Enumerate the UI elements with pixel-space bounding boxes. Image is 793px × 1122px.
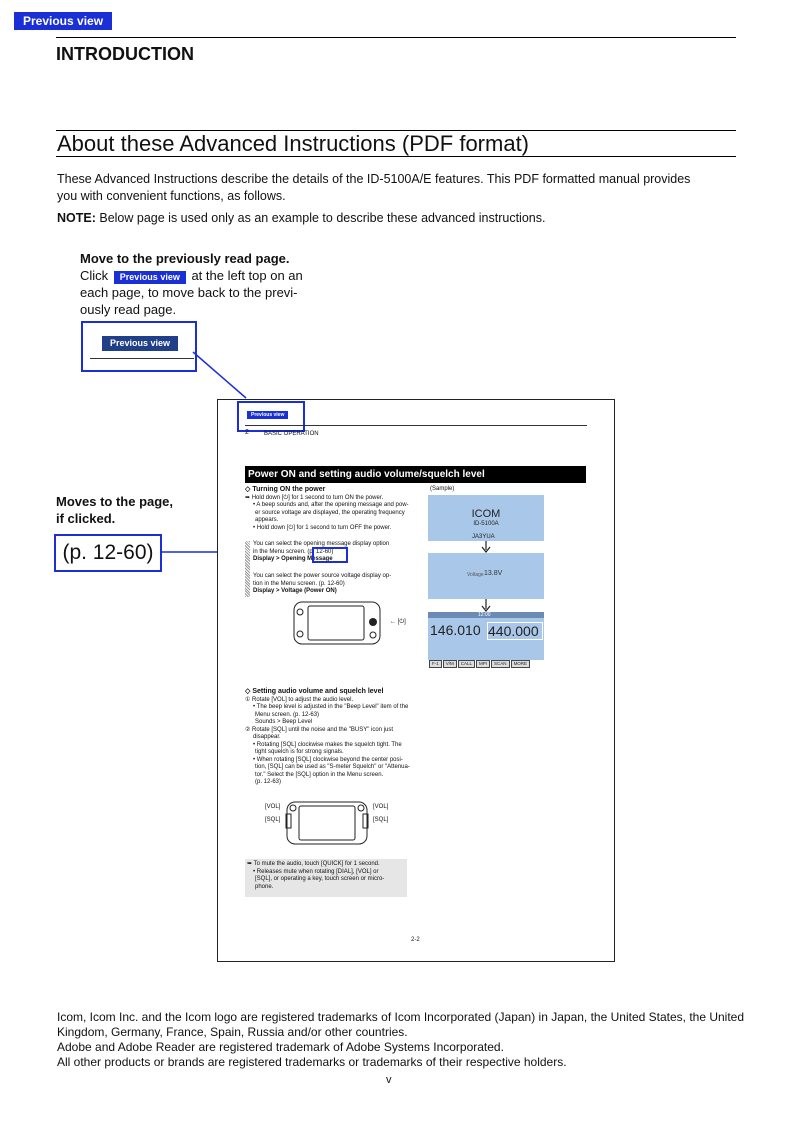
sample-note-marker — [245, 541, 250, 597]
prev-callout-title: Move to the previously read page. — [80, 251, 290, 266]
sample-audio-section: ◇ Setting audio volume and squelch level ① Rotate [VOL] to adjust the audio level. • The beep level is adjusted in the "Beep Level" item of the Menu screen. (p. 12-63) Sounds > Beep Level ② Rotate [SQL] until the noise and the "BUSY" icon just disappear. • Rotating [SQL] clockwise makes the squelch tight. The tight squelch is for strong signals. • When rotating [SQL] clockwise beyond the center posi- tion, [SQL] can be used as "S-meter Squelch" or "Attenua- tor." Select the [SQL] option in the Menu screen. (p. 12-63) — [245, 688, 410, 785]
frequency-left: 146.010 — [430, 622, 481, 638]
lcd-button: CALL — [458, 660, 475, 668]
frequency-right: 440.000 — [487, 622, 543, 640]
moves-callout: Moves to the page, if clicked. — [56, 494, 174, 526]
note-text: Below page is used only as an example to describe these advanced instructions. — [95, 211, 546, 225]
lcd-button-row — [429, 652, 531, 670]
trademark-footer — [57, 1010, 747, 1070]
lcd-button: SCAN — [491, 660, 510, 668]
sample-previous-view-button: Previous view — [247, 411, 288, 419]
prev-callout-line-2: each page, to move back to the previ- — [80, 285, 298, 300]
footer-line-1: Icom, Icom Inc. and the Icom logo are registered trademarks of Icom Incorporated (Japan) in Japan, the United States, the United — [57, 1010, 745, 1024]
intro-line-2: you with convenient functions, as follows. — [57, 189, 286, 203]
sample-mute-note: ➥ To mute the audio, touch [QUICK] for 1 second. • Releases mute when rotating [DIAL], [VOL] or [SQL], or operating a key, touch screen or micro- phone. — [245, 859, 407, 897]
model-name: ID-5100A — [473, 521, 499, 527]
sql-label-right: [SQL] — [373, 817, 389, 823]
power-button-label: ← [⏻] — [390, 619, 406, 625]
page-title: About these Advanced Instructions (PDF format) — [57, 131, 530, 156]
footer-line-2: Kingdom, Germany, France, Spain, Russia and/or other countries. — [57, 1025, 408, 1039]
prev-callout-line-3: ously read page. — [80, 302, 177, 317]
vol-label-left: [VOL] — [265, 804, 281, 810]
sample-prev-highlight — [237, 401, 305, 432]
sql-label-left: [SQL] — [265, 817, 281, 823]
sample-footer-num: 2-2 — [411, 937, 420, 943]
radio-vol-sql-drawing — [283, 800, 373, 846]
lcd-button: V/M — [443, 660, 457, 668]
intro-line-1: These Advanced Instructions describe the details of the ID-5100A/E features. This PDF formatted manual provides — [57, 172, 691, 186]
prev-connector-line — [193, 352, 246, 398]
sample-label: (Sample) — [430, 486, 455, 492]
note-label: NOTE: — [57, 211, 96, 225]
sample-banner: Power ON and setting audio volume/squelch level — [245, 466, 586, 483]
sample-chapter: BASIC OPERATION — [264, 431, 319, 437]
prev-callout-line-1: Click Previous view at the left top on an — [80, 268, 303, 283]
sample-page-ref-highlight — [312, 547, 348, 563]
inline-previous-view-button: Previous view — [114, 271, 186, 284]
sample-left-column: ◇ Turning ON the power ➥ Hold down [⏻] for 1 second to turn ON the power. • A beep sounds and, after the opening message and pow- er source voltage are displayed, the operating frequency appears. • Hold down [⏻] for 1 second to turn OFF the power. — [245, 486, 409, 531]
lcd-button: MPI — [476, 660, 490, 668]
icom-logo: ICOM — [471, 508, 501, 520]
page-ref-link[interactable]: (p. 12-60) — [54, 534, 162, 572]
sample-header-rule — [245, 425, 587, 426]
sample-page — [217, 399, 615, 962]
callsign: JA3YUA — [472, 534, 495, 540]
sample-page-num: 2 — [245, 429, 249, 436]
footer-line-3: Adobe and Adobe Reader are registered trademark of Adobe Systems Incorporated. — [57, 1040, 504, 1054]
vol-label-right: [VOL] — [373, 804, 389, 810]
sample-note-a: You can select the opening message display option in the Menu screen. (p. 12-60) Display > Opening Message — [253, 541, 390, 562]
footer-line-4: All other products or brands are registered trademarks or trademarks of their respective holders. — [57, 1055, 567, 1069]
zoomed-previous-view-button: Previous view — [102, 336, 178, 351]
section-title: INTRODUCTION — [56, 44, 194, 64]
down-arrow-icon — [481, 541, 491, 553]
voltage-screen: Voltage 13.8V — [428, 553, 544, 599]
lcd-button: F-1 — [429, 660, 442, 668]
lcd-button: MORE — [511, 660, 531, 668]
previous-view-button[interactable]: Previous view — [14, 12, 112, 30]
sample-note-b: You can select the power source voltage display op- tion in the Menu screen. (p. 12-60) Display > Voltage (Power ON) — [253, 573, 392, 594]
down-arrow-icon — [481, 599, 491, 612]
radio-controller-drawing — [292, 600, 387, 648]
page-number: v — [386, 1074, 392, 1086]
frequency-screen: 12:00 146.010 440.000 F-1 V/M CALL MPI SCAN MORE — [428, 612, 544, 660]
